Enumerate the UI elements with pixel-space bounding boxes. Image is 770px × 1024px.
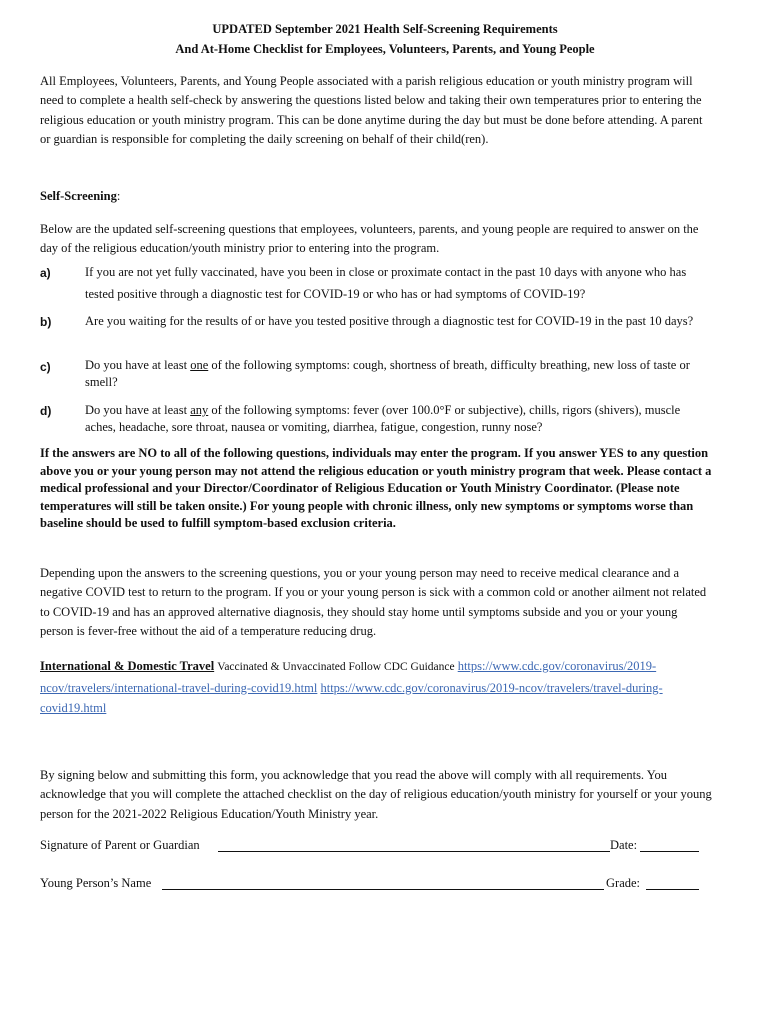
question-d-emphasis: any (190, 403, 209, 417)
question-d-text (85, 402, 713, 436)
parent-signature-row (40, 836, 700, 856)
grade-label: Grade: (606, 876, 641, 890)
question-d-text-pre: Do you have at least (85, 403, 191, 417)
self-screening-heading (40, 189, 120, 204)
acknowledgement-paragraph: By signing below and submitting this form, you acknowledge that you read the above will comply with all requirements. You acknowledge that you will complete the attached checklist on the day of religious education/youth ministry for yourself or your young person for the 2021-2022 Religious Education/Youth Ministry year. (40, 768, 712, 821)
question-a-text: If you are not yet fully vaccinated, have you been in close or proximate contact in the past 10 days with anyone who has tested positive through a diagnostic test for COVID-19 or who has or had symptoms of COVID-19? (85, 265, 687, 301)
document-title-line-2: And At-Home Checklist for Employees, Volunteers, Parents, and Young People (175, 42, 595, 56)
self-screening-heading-text: Self-Screening (40, 189, 117, 203)
exclusion-notice: If the answers are NO to all of the following questions, individuals may enter the program. If you answer YES to any question above you or your young person may not attend the religious education or youth ministry program that week. Please contact a medical professional and your Director/Coordinator of Religious Education or Youth Ministry Coordinator. (Please note temperatures will still be taken onsite.) For young people with chronic illness, only new symptoms or symptoms worse than baseline should be used to fulfill symptom-based exclusion criteria. (40, 446, 712, 530)
young-person-name-row (40, 874, 700, 894)
travel-guidance (40, 656, 712, 719)
travel-note: Vaccinated & Unvaccinated Follow CDC Guidance (217, 661, 455, 673)
parent-signature-field[interactable] (218, 851, 610, 852)
document-title-line-1: UPDATED September 2021 Health Self-Screening Requirements (212, 22, 558, 36)
question-c-emphasis: one (190, 358, 209, 372)
parent-signature-label: Signature of Parent or Guardian (40, 838, 200, 852)
medical-clearance-paragraph: Depending upon the answers to the screening questions, you or your young person may need to receive medical clearance and a negative COVID test to return to the program. If you or your young person is sick with a common cold or another ailment not related to COVID-19 and has an approved alternative diagnosis, they should stay home until symptoms subside and you or your young person is fever-free without the aid of a temperature reducing drug. (40, 566, 707, 639)
date-field[interactable] (640, 851, 699, 852)
date-label: Date: (610, 838, 638, 852)
young-person-name-label: Young Person’s Name (40, 876, 152, 890)
travel-label: International & Domestic Travel (40, 659, 215, 673)
question-b-letter: b) (40, 315, 52, 329)
question-d-text-post: of the following symptoms: fever (over 100.0°F or subjective), chills, rigors (shivers), muscle aches, headache, sore throat, nausea or vomiting, diarrhea, fatigue, congestion, runny nose? (85, 403, 681, 434)
self-screening-description: Below are the updated self-screening questions that employees, volunteers, parents, and young people are required to answer on the day of the religious education/youth ministry prior to entering into the program. (40, 222, 699, 256)
question-c-letter: c) (40, 360, 51, 374)
question-a-letter: a) (40, 266, 51, 280)
international-travel-link[interactable]: https://www.cdc.gov/coronavirus/2019-ncov/travelers/international-travel-during-covid19.html (40, 659, 657, 695)
question-d-letter: d) (40, 404, 52, 418)
self-screening-heading-colon: : (116, 189, 121, 203)
intro-paragraph: All Employees, Volunteers, Parents, and Young People associated with a parish religious education or youth ministry program will need to complete a health self-check by answering the questions listed below and taking their own temperatures prior to entering the religious education or youth ministry program. This can be done anytime during the day but must be done before attending. A parent or guardian is responsible for completing the daily screening on behalf of their child(ren). (40, 74, 703, 147)
question-c-text (85, 357, 713, 391)
question-b-text: Are you waiting for the results of or have you tested positive through a diagnostic test for COVID-19 in the past 10 days? (85, 314, 694, 328)
grade-field[interactable] (646, 889, 699, 890)
young-person-name-field[interactable] (162, 889, 604, 890)
domestic-travel-link[interactable]: https://www.cdc.gov/coronavirus/2019-ncov/travelers/travel-during-covid19.html (40, 680, 663, 715)
question-c-text-pre: Do you have at least (85, 358, 191, 372)
question-c-text-post: of the following symptoms: cough, shortness of breath, difficulty breathing, new loss of taste or smell? (85, 358, 690, 389)
